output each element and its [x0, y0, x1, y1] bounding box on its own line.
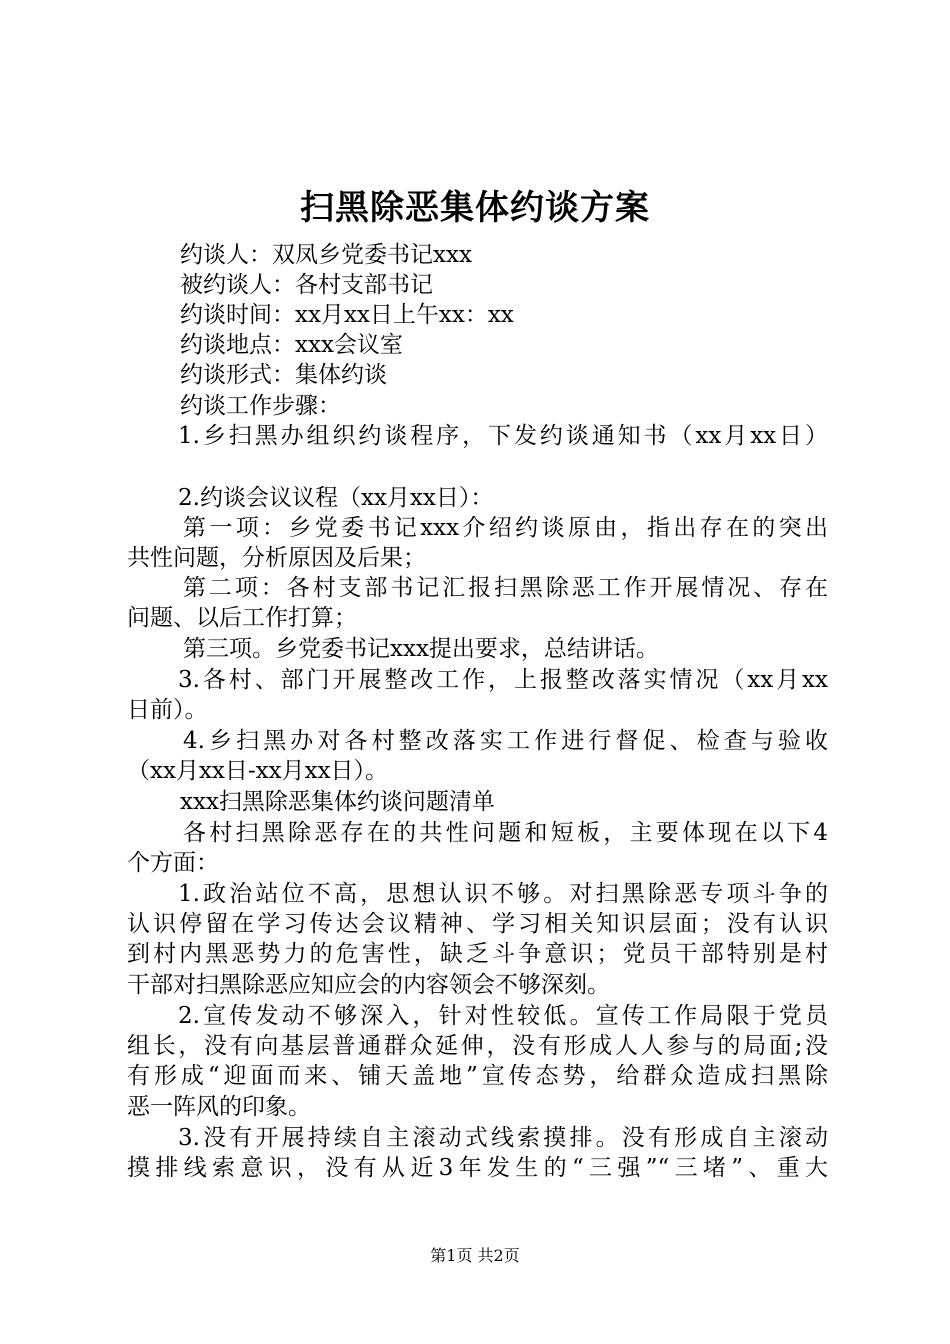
text-line: 组长，没有向基层普通群众延伸，没有形成人人参与的局面;没 [127, 1033, 828, 1059]
text-line: 第一项：乡党委书记xxx介绍约谈原由，指出存在的突出 [183, 515, 828, 541]
text-line: 2.宣传发动不够深入，针对性较低。宣传工作局限于党员 [178, 1003, 828, 1029]
text-line: 被约谈人：各村支部书记 [180, 272, 433, 298]
text-line: 约谈工作步骤： [180, 393, 341, 419]
text-line: 4.乡扫黑办对各村整改落实工作进行督促、检查与验收 [183, 728, 828, 754]
text-line: 3.各村、部门开展整改工作，上报整改落实情况（xx月xx [178, 667, 828, 693]
text-line: 约谈时间：xx月xx日上午xx：xx [180, 302, 514, 328]
text-line: 1.乡扫黑办组织约谈程序，下发约谈通知书（xx月xx日） [178, 423, 828, 449]
text-line: 共性问题，分析原因及后果； [127, 545, 426, 571]
text-line: 约谈人：双凤乡党委书记xxx [180, 242, 472, 268]
text-line: 日前）。 [127, 697, 208, 723]
text-line: 恶一阵风的印象。 [127, 1094, 311, 1120]
text-line: 摸排线索意识，没有从近3年发生的“三强”“三堵”、重大 [127, 1155, 828, 1181]
text-line: 2.约谈会议议程（xx月xx日）： [178, 485, 494, 511]
text-line: 第三项。乡党委书记xxx提出要求，总结讲话。 [183, 636, 659, 662]
text-line: 第二项：各村支部书记汇报扫黑除恶工作开展情况、存在 [183, 575, 828, 601]
text-line: 约谈地点：xxx会议室 [180, 332, 403, 358]
text-line: 个方面： [127, 850, 219, 876]
text-line: 有形成“迎面而来、铺天盖地”宣传态势，给群众造成扫黑除 [127, 1063, 828, 1089]
document-title: 扫黑除恶集体约谈方案 [300, 188, 650, 228]
page-footer: 第1页 共2页 [430, 1246, 520, 1265]
text-line: 问题、以后工作打算； [127, 605, 357, 631]
text-line: 约谈形式：集体约谈 [180, 362, 387, 388]
text-line: xxx扫黑除恶集体约谈问题清单 [180, 789, 495, 815]
text-line: 干部对扫黑除恶应知应会的内容领会不够深刻。 [127, 972, 610, 998]
text-line: 3.没有开展持续自主滚动式线索摸排。没有形成自主滚动 [178, 1125, 828, 1151]
text-line: 各村扫黑除恶存在的共性问题和短板，主要体现在以下4 [183, 820, 828, 846]
text-line: 到村内黑恶势力的危害性，缺乏斗争意识；党员干部特别是村 [127, 941, 828, 967]
text-line: （xx月xx日-xx月xx日）。 [127, 758, 389, 784]
text-line: 1.政治站位不高，思想认识不够。对扫黑除恶专项斗争的 [178, 881, 828, 907]
text-line: 认识停留在学习传达会议精神、学习相关知识层面；没有认识 [127, 911, 828, 937]
